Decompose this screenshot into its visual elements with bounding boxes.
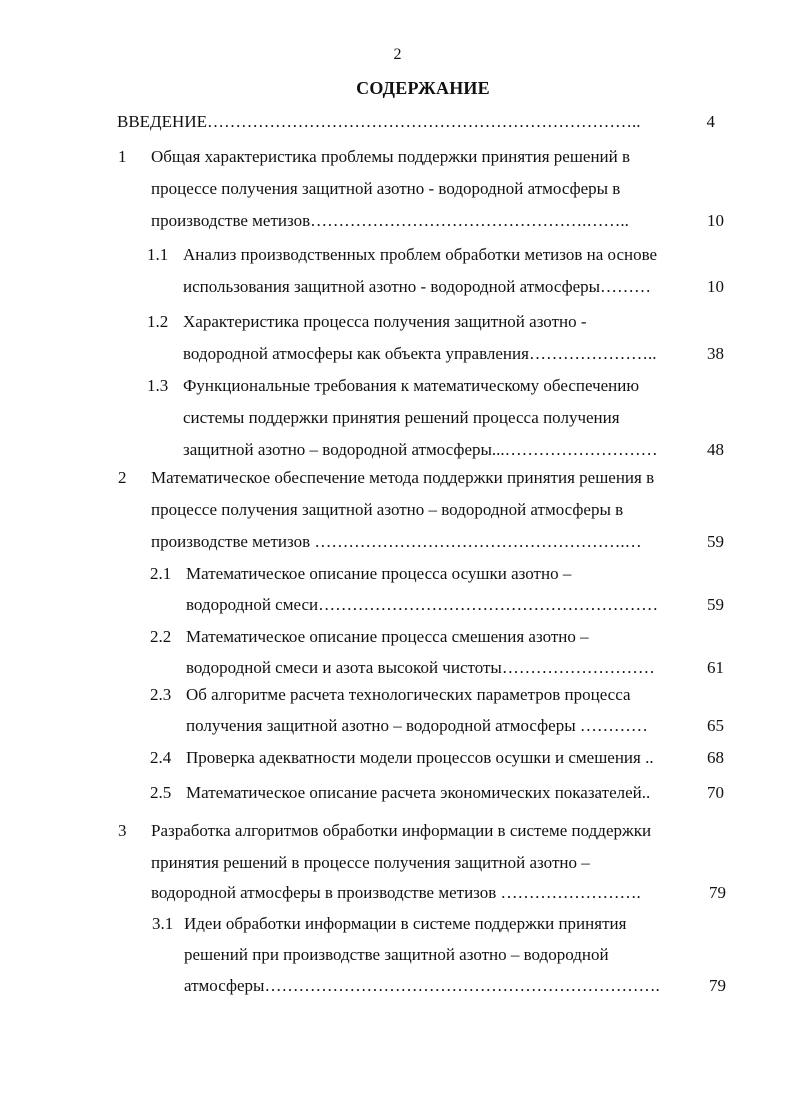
toc-line: Характеристика процесса получения защитной азотно - <box>183 312 587 331</box>
toc-page: 10 <box>707 277 724 296</box>
toc-page: 65 <box>707 716 724 735</box>
toc-line: Проверка адекватности модели процессов осушки и смешения .. <box>186 748 654 767</box>
toc-number: 2.2 <box>150 627 172 646</box>
toc-number: 2.3 <box>150 685 172 704</box>
toc-line: водородной атмосферы как объекта управления………………….. <box>183 344 657 363</box>
toc-line: Анализ производственных проблем обработки метизов на основе <box>183 245 658 264</box>
toc-line: Математическое описание процесса смешения азотно – <box>186 627 589 646</box>
toc-line: производстве метизов ……………………………………………….… <box>151 532 642 551</box>
toc-line: производстве метизов………………………………………….…….. <box>151 211 629 230</box>
toc-line: защитной азотно – водородной атмосферы...……………………… <box>183 440 658 459</box>
toc-number: 1 <box>118 147 127 166</box>
toc-number: 2.1 <box>150 564 172 583</box>
toc-line: Разработка алгоритмов обработки информации в системе поддержки <box>151 821 652 840</box>
toc-page: 59 <box>707 532 724 551</box>
toc-line: принятия решений в процессе получения защитной азотно – <box>151 853 590 872</box>
toc-page: 48 <box>707 440 724 459</box>
toc-heading: СОДЕРЖАНИЕ <box>356 78 490 98</box>
toc-line: Об алгоритме расчета технологических параметров процесса <box>186 685 631 704</box>
toc-line: получения защитной азотно – водородной атмосферы ………… <box>186 716 648 735</box>
toc-line: процессе получения защитной азотно – водородной атмосферы в <box>151 500 624 519</box>
toc-page: 61 <box>707 658 724 677</box>
page-number: 2 <box>393 46 402 63</box>
toc-line: использования защитной азотно - водородной атмосферы……… <box>183 277 652 296</box>
toc-number: 1.2 <box>147 312 169 331</box>
toc-line: Функциональные требования к математическому обеспечению <box>183 376 640 395</box>
toc-number: 3 <box>118 821 127 840</box>
toc-line: водородной атмосферы в производстве метизов ……………………. <box>151 883 641 902</box>
toc-page: 10 <box>707 211 724 230</box>
toc-line: Общая характеристика проблемы поддержки принятия решений в <box>151 147 631 166</box>
toc-line: водородной смеси и азота высокой чистоты……………………… <box>186 658 655 677</box>
toc-line: Математическое описание расчета экономических показателей.. <box>186 783 651 802</box>
toc-page: 68 <box>707 748 724 767</box>
toc-page: 59 <box>707 595 724 614</box>
toc-line: процессе получения защитной азотно - водородной атмосферы в <box>151 179 621 198</box>
toc-number: 1.1 <box>147 245 169 264</box>
toc-line: решений при производстве защитной азотно – водородной <box>184 945 609 964</box>
toc-line: Идеи обработки информации в системе поддержки принятия <box>184 914 627 933</box>
toc-page: 4 <box>706 112 715 131</box>
toc-number: 1.3 <box>147 376 169 395</box>
toc-number: 2.5 <box>150 783 172 802</box>
toc-line: водородной смеси…………………………………………………… <box>186 595 659 614</box>
toc-line: Математическое описание процесса осушки азотно – <box>186 564 572 583</box>
toc-line: Математическое обеспечение метода поддержки принятия решения в <box>151 468 655 487</box>
toc-number: 2.4 <box>150 748 172 767</box>
toc-line: ВВЕДЕНИЕ………………………………………………………………….. <box>117 112 641 131</box>
toc-line: атмосферы……………………………………………………………. <box>184 976 660 995</box>
toc-number: 2 <box>118 468 127 487</box>
toc-page: 79 <box>709 976 726 995</box>
toc-page: 38 <box>707 344 724 363</box>
toc-line: системы поддержки принятия решений процесса получения <box>183 408 620 427</box>
toc-page: 79 <box>709 883 726 902</box>
toc-page: 70 <box>707 783 724 802</box>
toc-number: 3.1 <box>152 914 174 933</box>
